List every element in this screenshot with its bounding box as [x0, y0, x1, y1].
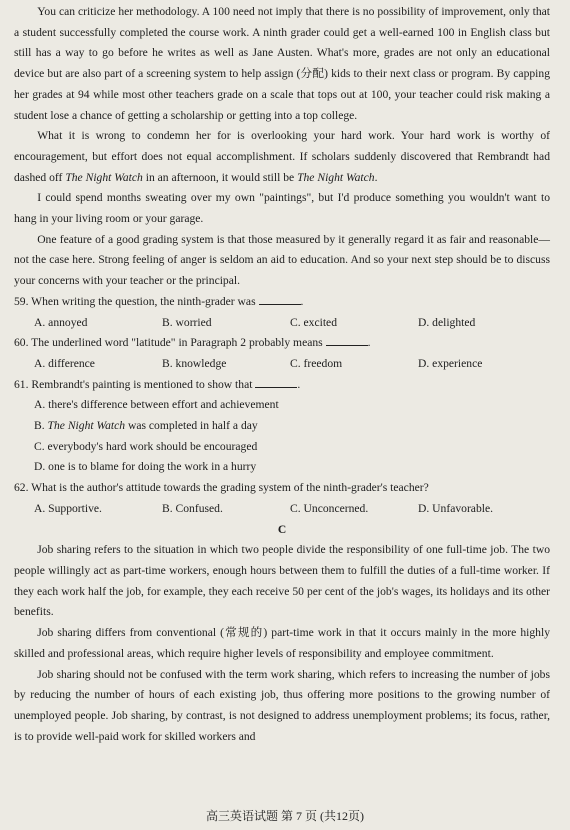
text-run: . — [367, 336, 371, 350]
option-b[interactable]: B. worried — [162, 315, 212, 329]
page-footer: 高三英语试题 第 7 页 (共12页) — [206, 809, 364, 824]
option-d[interactable]: D. delighted — [418, 315, 476, 329]
paragraph: Job sharing should not be confused with the term work sharing, which refers to increasing the number of jobs by reducing the number of hours of each existing job, thus offering more positions to the growing number of unemployed people. Job sharing, by contrast, is not designed to address unemployment problems; its focus, rather, is to provide well-paid work for skilled workers and — [14, 667, 550, 743]
text-run: . — [297, 377, 301, 391]
option-b[interactable]: B. knowledge — [162, 356, 227, 370]
text-run: in an afternoon, it would still be — [142, 170, 298, 184]
question-62: 62. What is the author's attitude towards the grading system of the ninth-grader's teacher? — [14, 481, 429, 495]
text-run: B. — [34, 419, 48, 433]
question-60 — [14, 333, 550, 354]
text-run: . — [300, 294, 304, 308]
text-run: was completed in half a day — [125, 419, 258, 433]
option-a[interactable]: A. annoyed — [34, 315, 88, 329]
section-heading: C — [277, 522, 287, 536]
option-d[interactable]: D. Unfavorable. — [418, 501, 494, 515]
painting-title: The Night Watch — [47, 419, 126, 433]
question-59 — [14, 292, 550, 313]
option-a[interactable]: A. there's difference between effort and achievement — [34, 398, 279, 412]
paragraph: One feature of a good grading system is that those measured by it generally regard it as fair and reasonable—not the case here. Strong feeling of anger is seldom an aid to education. And so your next step should be to discuss your concerns with your teacher or the principal. — [14, 232, 550, 288]
option-a[interactable]: A. Supportive. — [34, 501, 102, 515]
option-b[interactable]: B. Confused. — [162, 501, 223, 515]
options-59 — [14, 313, 550, 334]
option-d[interactable]: D. experience — [418, 356, 483, 370]
paragraph: Job sharing refers to the situation in which two people divide the responsibility of one full-time job. The two people willingly act as part-time workers, enough hours between them to fulfill the duties of a full-time worker. If they each work half the job, for example, they each receive 50 per cent of the job's wages, its holidays and its other benefits. — [14, 543, 550, 619]
option-b[interactable] — [14, 416, 550, 437]
option-c[interactable]: C. everybody's hard work should be encouraged — [34, 439, 258, 453]
question-stem: 60. The underlined word "latitude" in Paragraph 2 probably means — [14, 336, 323, 350]
painting-title: The Night Watch — [297, 170, 375, 184]
option-c[interactable]: C. excited — [290, 315, 338, 329]
question-61 — [14, 375, 550, 396]
option-c[interactable]: C. Unconcerned. — [290, 501, 369, 515]
question-stem: 61. Rembrandt's painting is mentioned to show that — [14, 377, 253, 391]
paragraph — [14, 126, 550, 188]
option-d[interactable]: D. one is to blame for doing the work in a hurry — [34, 460, 257, 474]
answer-blank[interactable] — [259, 292, 301, 305]
answer-blank[interactable] — [255, 375, 297, 388]
option-a[interactable]: A. difference — [34, 356, 95, 370]
paragraph: Job sharing differs from conventional (常规的) part-time work in that it occurs mainly in the more highly skilled and professional areas, which require higher levels of responsibility and employee commitment. — [14, 626, 550, 660]
option-c[interactable]: C. freedom — [290, 356, 343, 370]
options-60 — [14, 354, 550, 375]
options-62 — [14, 499, 550, 520]
painting-title: The Night Watch — [65, 170, 143, 184]
text-run: . — [374, 170, 378, 184]
paragraph: I could spend months sweating over my own "paintings", but I'd produce something you wouldn't want to hang in your living room or your garage. — [14, 191, 550, 226]
paragraph: You can criticize her methodology. A 100 need not imply that there is no possibility of improvement, only that a student successfully completed the course work. A ninth grader could get a well-earned 100 in English class but still has a way to go before he writes as well as Jane Austen. What's more, grades are not only an educational device but are also part of a screening system to help assign (分配) kids to their next class or program. By capping her grades at 94 while most other teachers grade on a scale that tops out at 100, your teacher could risk making a student lose a chance of getting a scholarship or getting into a top college. — [14, 5, 550, 122]
answer-blank[interactable] — [326, 333, 368, 346]
text-run: What it is wrong to condemn her for is overlooking your hard work. Your hard work is worthy of encouragement, but effort does not equal accomplishment. If scholars suddenly discovered that Rembrandt had dashed off — [14, 129, 550, 184]
question-stem: 59. When writing the question, the ninth-grader was — [14, 294, 256, 308]
